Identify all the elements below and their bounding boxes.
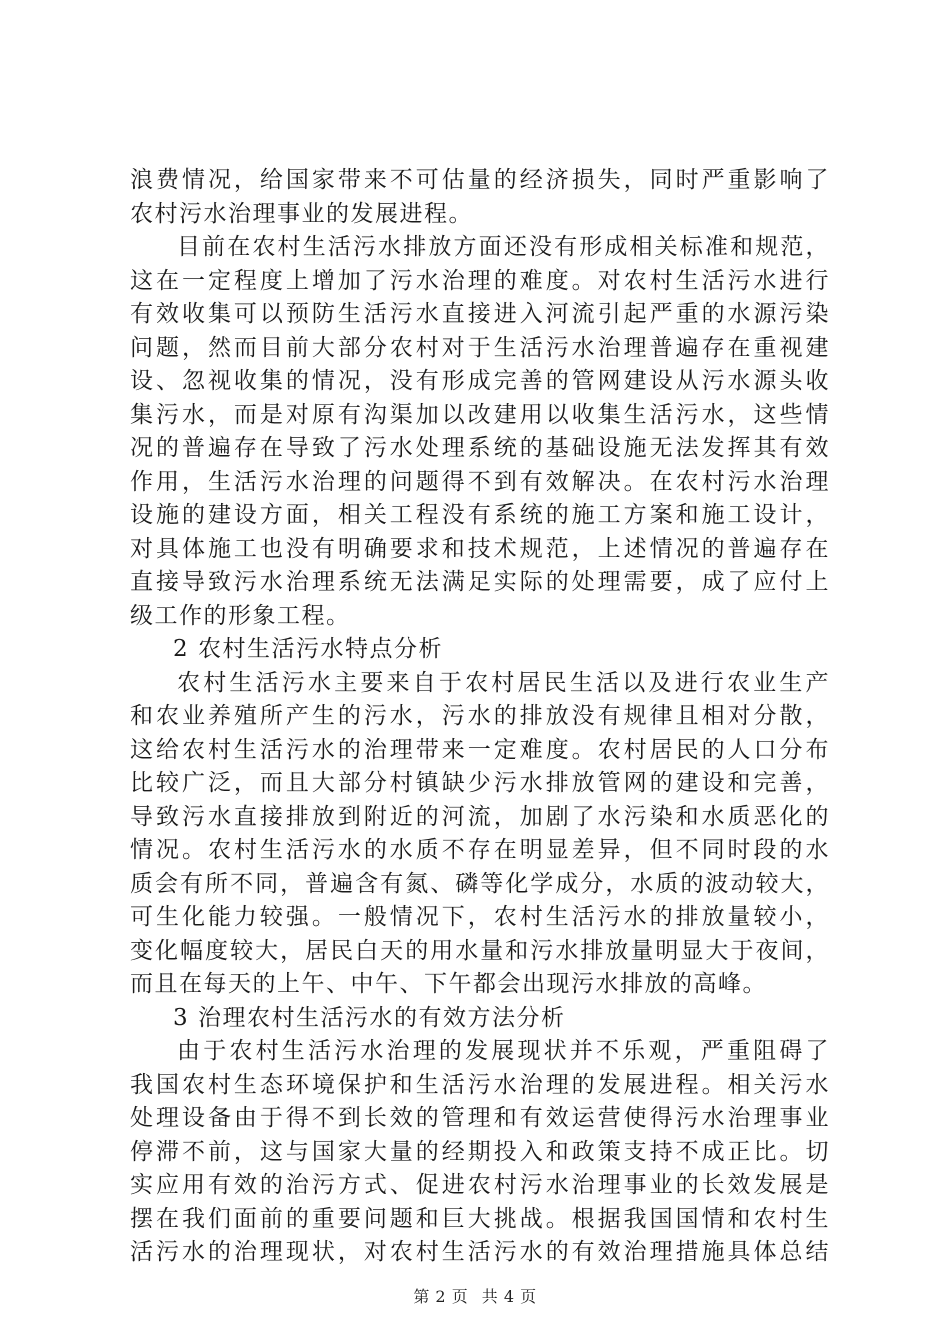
text-line: 直接导致污水治理系统无法满足实际的处理需要，成了应付上	[130, 569, 830, 595]
text-line: 摆在我们面前的重要问题和巨大挑战。根据我国国情和农村生	[130, 1205, 830, 1232]
text-line: 由于农村生活污水治理的发展现状并不乐观，严重阻碍了	[177, 1038, 830, 1064]
text-line: 设施的建设方面，相关工程没有系统的施工方案和施工设计，	[130, 502, 830, 528]
text-line: 这给农村生活污水的治理带来一定难度。农村居民的人口分布	[130, 736, 830, 763]
text-line: 实应用有效的治污方式、促进农村污水治理事业的长效发展是	[130, 1172, 830, 1198]
section-heading: 2 农村生活污水特点分析	[173, 636, 443, 662]
text-line: 对具体施工也没有明确要求和技术规范，上述情况的普遍存在	[130, 535, 830, 562]
text-line: 停滞不前，这与国家大量的经期投入和政策支持不成正比。切	[130, 1138, 830, 1165]
text-line: 级工作的形象工程。	[130, 602, 351, 629]
text-line: 活污水的治理现状，对农村生活污水的有效治理措施具体总结	[130, 1239, 830, 1265]
text-line: 浪费情况，给国家带来不可估量的经济损失，同时严重影响了	[130, 167, 830, 193]
text-line: 作用，生活污水治理的问题得不到有效解决。在农村污水治理	[130, 468, 830, 495]
text-line: 变化幅度较大，居民白天的用水量和污水排放量明显大于夜间，	[130, 937, 830, 964]
section-heading: 3 治理农村生活污水的有效方法分析	[173, 1004, 566, 1031]
page-total: 共 4 页	[481, 1287, 537, 1306]
page-number: 第 2 页	[413, 1287, 469, 1306]
text-line: 有效收集可以预防生活污水直接进入河流引起严重的水源污染	[130, 301, 830, 327]
text-line: 农村生活污水主要来自于农村居民生活以及进行农业生产	[177, 669, 830, 696]
page-footer	[0, 1284, 950, 1307]
text-line: 导致污水直接排放到附近的河流，加剧了水污染和水质恶化的	[130, 803, 830, 830]
text-line: 这在一定程度上增加了污水治理的难度。对农村生活污水进行	[130, 267, 830, 294]
text-line: 情况。农村生活污水的水质不存在明显差异，但不同时段的水	[130, 837, 830, 863]
text-line: 农村污水治理事业的发展进程。	[130, 200, 473, 227]
text-line: 比较广泛，而且大部分村镇缺少污水排放管网的建设和完善，	[130, 770, 830, 796]
text-line: 集污水，而是对原有沟渠加以改建用以收集生活污水，这些情	[130, 401, 830, 428]
text-line: 设、忽视收集的情况，没有形成完善的管网建设从污水源头收	[130, 368, 830, 394]
text-line: 目前在农村生活污水排放方面还没有形成相关标准和规范，	[177, 234, 830, 260]
text-line: 问题，然而目前大部分农村对于生活污水治理普遍存在重视建	[130, 334, 830, 361]
text-line: 可生化能力较强。一般情况下，农村生活污水的排放量较小，	[130, 904, 830, 930]
document-body	[130, 164, 830, 1270]
text-line: 质会有所不同，普遍含有氮、磷等化学成分，水质的波动较大，	[130, 870, 830, 897]
text-line: 况的普遍存在导致了污水处理系统的基础设施无法发挥其有效	[130, 435, 830, 461]
text-line: 我国农村生态环境保护和生活污水治理的发展进程。相关污水	[130, 1071, 830, 1098]
text-line: 而且在每天的上午、中午、下午都会出现污水排放的高峰。	[130, 971, 767, 997]
text-line: 处理设备由于得不到长效的管理和有效运营使得污水治理事业	[130, 1105, 830, 1131]
text-line: 和农业养殖所产生的污水，污水的排放没有规律且相对分散，	[130, 703, 830, 729]
